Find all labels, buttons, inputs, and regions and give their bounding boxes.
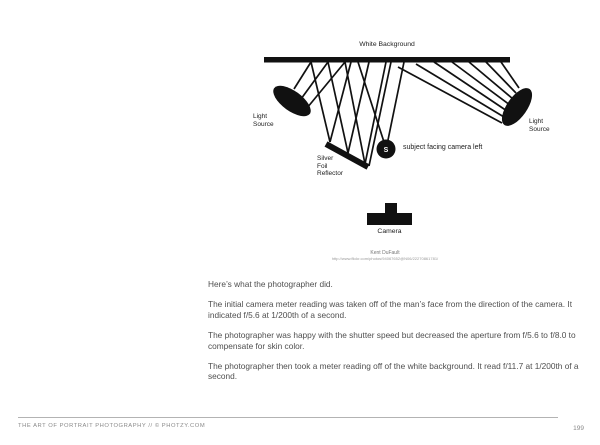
footer-book-title: THE ART OF PORTRAIT PHOTOGRAPHY // © PHOTZY.COM	[18, 423, 206, 429]
camera-label: Camera	[377, 228, 402, 235]
light-ray	[398, 67, 502, 123]
reflector-label-line3: Reflector	[317, 170, 344, 178]
light-ray	[345, 62, 365, 164]
white-background-bar	[264, 57, 510, 63]
credit-name: Kent DuFault	[370, 250, 400, 256]
light-source-left-line1: Light	[253, 113, 268, 120]
light-ray	[301, 62, 328, 99]
white-background-label: White Background	[359, 41, 415, 48]
light-source-left-shape	[268, 80, 315, 122]
reflector-label-line1: Silver	[317, 155, 334, 162]
light-ray	[452, 62, 510, 105]
page-number: 199	[573, 425, 584, 432]
footer-rule	[18, 417, 558, 418]
camera-shape	[367, 203, 412, 225]
light-source-right-label	[529, 118, 550, 133]
credit-url-link[interactable]: http://www.flickr.com/photos/94067652@N06/22270861781/	[331, 256, 439, 261]
light-source-right-line1: Light	[529, 118, 544, 125]
light-ray	[388, 62, 404, 140]
light-ray	[358, 62, 384, 142]
subject-initial: S	[383, 147, 389, 154]
light-ray	[330, 62, 351, 142]
paragraph: The initial camera meter reading was taken off of the man’s face from the direction of the camera. It indicated f/5.6 at 1/200th of a second.	[208, 299, 573, 320]
light-source-left-line2: Source	[253, 120, 274, 128]
paragraph: Here’s what the photographer did.	[208, 279, 333, 289]
light-source-left-label	[253, 113, 274, 128]
reflector-label-line2: Foil	[317, 162, 328, 170]
paragraph: The photographer was happy with the shutter speed but decreased the aperture from f/5.6 to f/8.0 to compensate for skin color.	[208, 330, 576, 351]
body-text	[208, 279, 584, 392]
light-ray	[311, 62, 330, 142]
paragraph: The photographer then took a meter reading off of the white background. It read f/11.7 at 1/200th of a second.	[208, 361, 579, 382]
subject-facing-label: subject facing camera left	[403, 144, 483, 151]
light-ray	[294, 62, 311, 89]
silver-foil-reflector-label	[317, 155, 343, 178]
light-ray	[348, 62, 369, 153]
light-source-right-line2: Source	[529, 125, 550, 133]
light-ray	[434, 62, 507, 111]
light-ray	[501, 62, 519, 88]
